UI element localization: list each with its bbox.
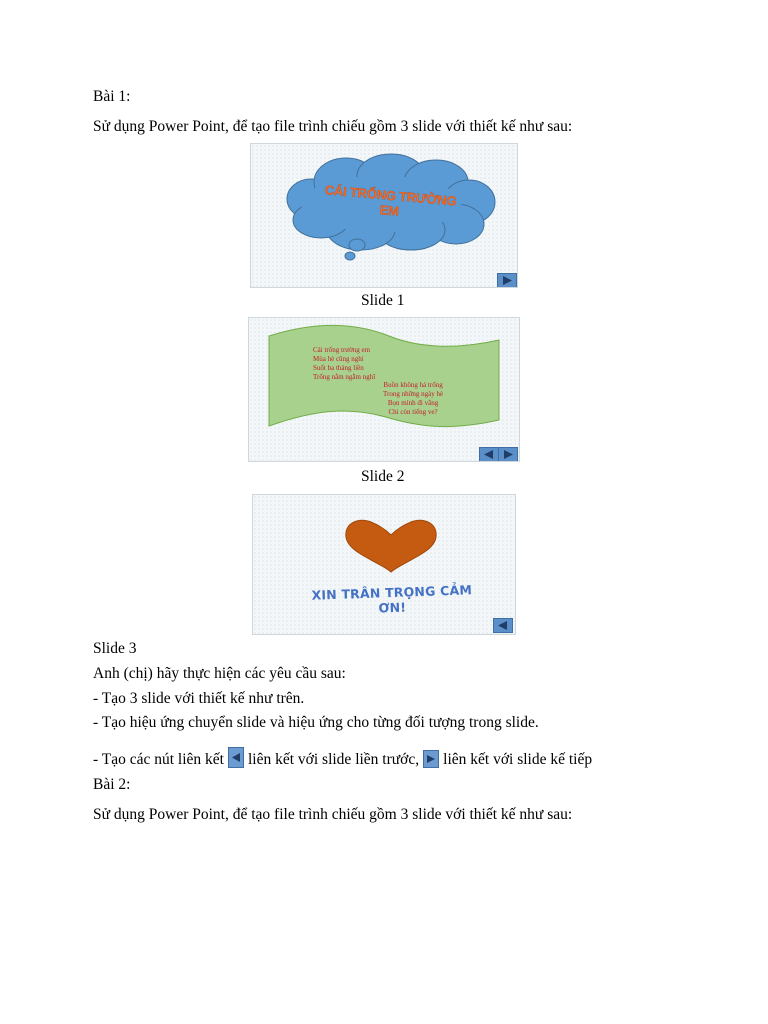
- slide-3-thanks-text: XIN TRÂN TRỌNG CẢM ƠN!: [311, 582, 473, 616]
- poem-line: Cái trống trường em: [313, 346, 371, 354]
- slide-2-image: [248, 317, 520, 462]
- poem-left-block: [313, 346, 375, 382]
- slide-1-wordart-title: CÁI TRỐNG TRƯỜNG EM: [324, 182, 458, 219]
- exercise-1-intro: Sử dụng Power Point, để tạo file trình chiếu gồm 3 slide với thiết kế như sau:: [93, 118, 573, 135]
- instruction-item-1: - Tạo 3 slide với thiết kế như trên.: [93, 690, 305, 707]
- poem-line: Buồn không hả trống: [383, 381, 443, 389]
- previous-slide-button[interactable]: [493, 618, 513, 633]
- next-slide-button[interactable]: [498, 447, 518, 462]
- slide-3-image: [252, 494, 516, 635]
- next-link-button-icon: [423, 750, 439, 768]
- previous-link-button-icon: [228, 747, 244, 768]
- poem-line: Trong những ngày hè: [383, 390, 444, 398]
- slide-2-caption: Slide 2: [361, 468, 405, 485]
- exercise-2-intro: Sử dụng Power Point, để tạo file trình chiếu gồm 3 slide với thiết kế như sau:: [93, 806, 573, 823]
- play-right-icon: [499, 448, 517, 461]
- next-slide-button[interactable]: [497, 273, 517, 288]
- instructions-lead: Anh (chị) hãy thực hiện các yêu cầu sau:: [93, 665, 346, 682]
- poem-line: Suốt ba tháng liền: [313, 364, 364, 372]
- poem-line: Trống nằm ngẫm nghĩ: [313, 373, 376, 381]
- instruction-item-3-part-c: liên kết với slide kế tiếp: [443, 751, 593, 768]
- slide-1-image: [250, 143, 518, 288]
- instruction-item-3-part-a: - Tạo các nút liên kết: [93, 751, 224, 768]
- slide-1-caption: Slide 1: [361, 292, 405, 309]
- exercise-1-title: Bài 1:: [93, 88, 131, 105]
- instruction-item-2: - Tạo hiệu ứng chuyển slide và hiệu ứng cho từng đối tượng trong slide.: [93, 714, 539, 731]
- poem-right-block: [383, 381, 443, 417]
- previous-slide-button[interactable]: [479, 447, 499, 462]
- poem-line: Chỉ còn tiếng ve?: [388, 408, 438, 416]
- poem-line: Mùa hè cũng nghỉ: [313, 355, 364, 363]
- instruction-item-3-part-b: liên kết với slide liền trước,: [247, 751, 420, 768]
- poem-line: Bọn mình đi vắng: [387, 399, 439, 407]
- instruction-item-3: [93, 747, 592, 769]
- play-left-icon: [480, 448, 498, 461]
- exercise-2-title: Bài 2:: [93, 776, 131, 793]
- slide-3-caption: Slide 3: [93, 640, 137, 657]
- play-left-icon: [494, 619, 512, 632]
- play-right-icon: [498, 274, 516, 287]
